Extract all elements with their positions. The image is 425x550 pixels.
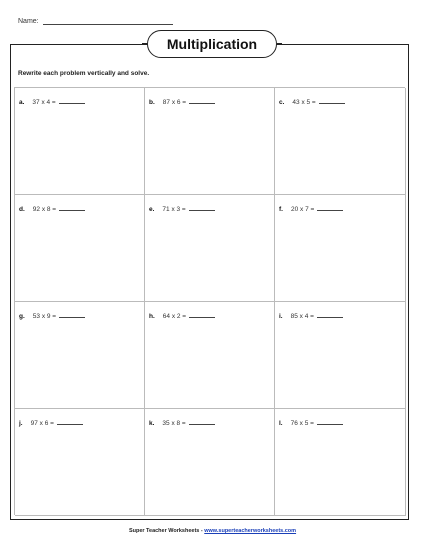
answer-blank[interactable] <box>59 97 85 104</box>
answer-blank[interactable] <box>189 311 215 318</box>
problem-letter: j. <box>19 420 23 427</box>
problem-text <box>19 311 85 320</box>
problem-letter: g. <box>19 313 25 320</box>
problem-letter: a. <box>19 99 25 106</box>
problem-expression: 71 x 3 = <box>162 206 186 213</box>
problem-expression: 92 x 8 = <box>32 206 57 213</box>
name-field <box>18 17 173 25</box>
footer-site-name: Super Teacher Worksheets <box>128 528 200 534</box>
name-input-line[interactable] <box>43 17 173 25</box>
problem-letter: h. <box>149 313 155 320</box>
problem-text <box>149 204 215 213</box>
problem-text <box>279 204 343 213</box>
answer-blank[interactable] <box>189 204 215 211</box>
problem-text <box>149 97 215 106</box>
problem-grid <box>14 87 405 515</box>
problem-text <box>149 311 215 320</box>
problem-expression: 85 x 4 = <box>290 313 314 320</box>
problem-expression: 64 x 2 = <box>162 313 187 320</box>
problem-cell[interactable] <box>275 88 406 195</box>
problem-text <box>149 418 215 427</box>
problem-letter: k. <box>149 420 155 427</box>
problem-expression: 20 x 7 = <box>290 206 315 213</box>
problem-cell[interactable] <box>275 409 406 516</box>
problem-expression: 35 x 8 = <box>162 420 186 427</box>
answer-blank[interactable] <box>59 204 85 211</box>
problem-letter: d. <box>19 206 25 213</box>
problem-expression: 43 x 5 = <box>292 99 316 106</box>
problem-letter: b. <box>149 99 155 106</box>
problem-cell[interactable] <box>145 302 275 409</box>
problem-cell[interactable] <box>145 88 275 195</box>
problem-cell[interactable] <box>275 302 406 409</box>
answer-blank[interactable] <box>189 97 215 104</box>
answer-blank[interactable] <box>317 311 343 318</box>
problem-expression: 53 x 9 = <box>32 313 57 320</box>
page-title-text: Multiplication <box>166 36 258 52</box>
answer-blank[interactable] <box>57 418 83 425</box>
problem-text <box>279 311 343 320</box>
page-title <box>147 30 277 58</box>
title-connector-right <box>277 43 282 45</box>
problem-letter: c. <box>279 99 285 106</box>
answer-blank[interactable] <box>319 97 345 104</box>
problem-text <box>19 204 85 213</box>
problem-cell[interactable] <box>15 195 145 302</box>
problem-cell[interactable] <box>145 195 275 302</box>
answer-blank[interactable] <box>317 418 343 425</box>
problem-cell[interactable] <box>15 302 145 409</box>
footer <box>0 528 425 534</box>
problem-expression: 87 x 6 = <box>162 99 187 106</box>
problem-cell[interactable] <box>145 409 275 516</box>
problem-letter: e. <box>149 206 155 213</box>
footer-separator: - <box>199 528 205 534</box>
problem-text <box>19 97 85 106</box>
answer-blank[interactable] <box>189 418 215 425</box>
answer-blank[interactable] <box>59 311 85 318</box>
answer-blank[interactable] <box>317 204 343 211</box>
problem-text <box>279 97 345 106</box>
problem-expression: 76 x 5 = <box>290 420 314 427</box>
problem-letter: i. <box>279 313 283 320</box>
instructions: Rewrite each problem vertically and solve. <box>18 70 150 77</box>
problem-text <box>19 418 83 427</box>
problem-expression: 37 x 4 = <box>32 99 56 106</box>
problem-cell[interactable] <box>15 88 145 195</box>
problem-text <box>279 418 343 427</box>
problem-cell[interactable] <box>15 409 145 516</box>
problem-expression: 97 x 6 = <box>30 420 54 427</box>
name-label: Name: <box>18 18 39 25</box>
footer-link[interactable]: www.superteacherworksheets.com <box>204 528 297 534</box>
problem-letter: l. <box>279 420 283 427</box>
problem-cell[interactable] <box>275 195 406 302</box>
problem-letter: f. <box>279 206 283 213</box>
